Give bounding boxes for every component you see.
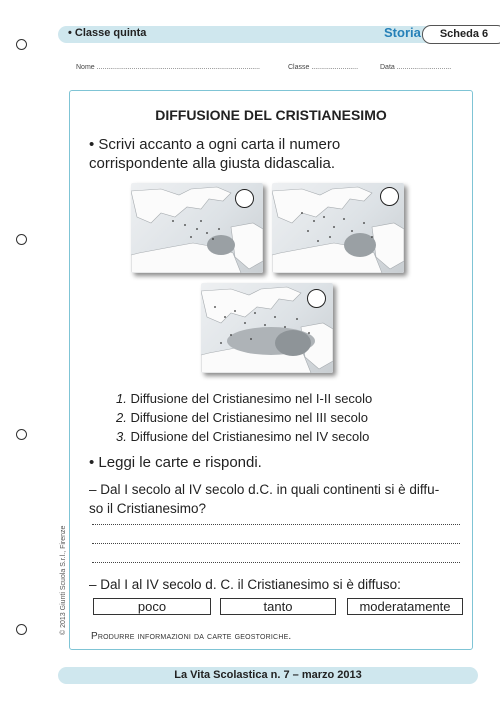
header-bar xyxy=(58,25,489,43)
copyright: © 2013 Giunti Scuola S.r.l., Firenze xyxy=(60,525,67,635)
caption-1 xyxy=(116,389,372,408)
caption-number: 3. xyxy=(116,429,127,444)
question-1 xyxy=(89,480,439,518)
worksheet-frame xyxy=(69,90,473,650)
map-image xyxy=(272,183,404,273)
caption-3 xyxy=(116,427,369,446)
instruction-2: • Leggi le carte e rispondi. xyxy=(89,454,262,471)
answer-circle[interactable] xyxy=(380,187,399,206)
footer-bar: La Vita Scolastica n. 7 – marzo 2013 xyxy=(58,667,478,684)
subject-label: Storia xyxy=(384,25,421,40)
instruction-1-line-2: corrispondente alla giusta didascalia. xyxy=(89,155,335,172)
answer-line[interactable] xyxy=(92,554,460,563)
caption-number: 2. xyxy=(116,410,127,425)
map-image xyxy=(201,283,333,373)
answer-circle[interactable] xyxy=(235,189,254,208)
choice-poco[interactable]: poco xyxy=(93,598,211,615)
instruction-1 xyxy=(89,135,340,173)
caption-text: Diffusione del Cristianesimo nel III secolo xyxy=(126,410,368,425)
name-field[interactable]: Nome .................................................................................... xyxy=(76,64,260,71)
caption-2 xyxy=(116,408,368,427)
question-1-line-2: so il Cristianesimo? xyxy=(89,501,207,516)
class-field[interactable]: Classe ........................ xyxy=(288,64,359,71)
binder-hole xyxy=(16,234,27,245)
caption-text: Diffusione del Cristianesimo nel IV secolo xyxy=(126,429,370,444)
choice-moderatamente[interactable]: moderatamente xyxy=(347,598,463,615)
caption-text: Diffusione del Cristianesimo nel I-II secolo xyxy=(126,391,373,406)
answer-circle[interactable] xyxy=(307,289,326,308)
binder-hole xyxy=(16,624,27,635)
date-field[interactable]: Data ............................ xyxy=(380,64,452,71)
map-image xyxy=(131,183,263,273)
footer-note: Produrre informazioni da carte geostoriche. xyxy=(91,631,292,642)
binder-hole xyxy=(16,429,27,440)
caption-number: 1. xyxy=(116,391,127,406)
question-1-line-1: – Dal I secolo al IV secolo d.C. in quali continenti si è diffu- xyxy=(89,482,440,497)
answer-line[interactable] xyxy=(92,516,460,525)
answer-line[interactable] xyxy=(92,535,460,544)
class-label: • Classe quinta xyxy=(68,27,147,39)
choice-tanto[interactable]: tanto xyxy=(220,598,336,615)
binder-hole xyxy=(16,39,27,50)
sheet-badge: Scheda 6 xyxy=(422,25,500,44)
instruction-1-line-1: • Scrivi accanto a ogni carta il numero xyxy=(89,136,341,153)
question-2: – Dal I al IV secolo d. C. il Cristianesimo si è diffuso: xyxy=(89,577,401,592)
page-title: DIFFUSIONE DEL CRISTIANESIMO xyxy=(155,107,387,123)
